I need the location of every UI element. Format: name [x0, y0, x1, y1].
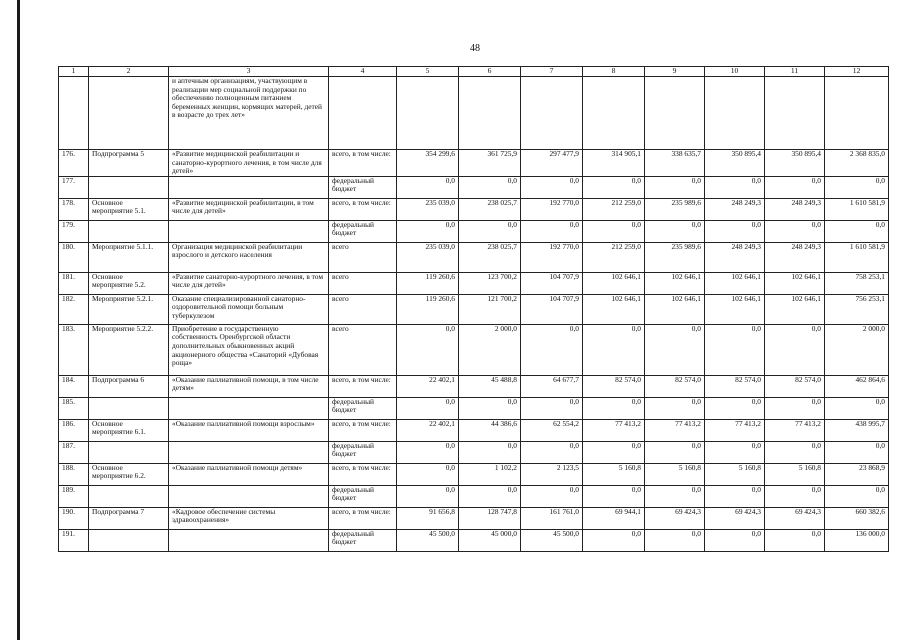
table-row	[59, 485, 889, 507]
row-value: 0,0	[459, 397, 521, 419]
row-value: 0,0	[459, 441, 521, 463]
row-value: 102 646,1	[705, 272, 765, 294]
row-value: 0,0	[705, 397, 765, 419]
continuation-row	[59, 77, 889, 150]
row-value: 235 039,0	[397, 242, 459, 272]
row-total: 0,0	[825, 397, 889, 419]
row-total: 1 610 581,9	[825, 198, 889, 220]
row-name	[169, 397, 329, 419]
row-source: всего, в том числе:	[329, 198, 397, 220]
row-number: 191.	[59, 529, 89, 551]
row-source: федеральный бюджет	[329, 529, 397, 551]
row-name: «Развитие санаторно-курортного лечения, в том числе для детей»	[169, 272, 329, 294]
row-value: 91 656,8	[397, 507, 459, 529]
row-number: 177.	[59, 176, 89, 198]
row-source: всего, в том числе:	[329, 375, 397, 397]
row-value: 350 895,4	[705, 150, 765, 177]
column-header: 5	[397, 67, 459, 77]
row-value: 69 944,1	[583, 507, 645, 529]
row-source: всего	[329, 242, 397, 272]
row-total: 756 253,1	[825, 294, 889, 324]
row-source: федеральный бюджет	[329, 441, 397, 463]
row-type	[89, 485, 169, 507]
row-value: 0,0	[645, 529, 705, 551]
row-value: 82 574,0	[645, 375, 705, 397]
row-value: 0,0	[765, 397, 825, 419]
row-value: 0,0	[645, 176, 705, 198]
row-value: 69 424,3	[645, 507, 705, 529]
row-name	[169, 529, 329, 551]
row-value: 77 413,2	[705, 419, 765, 441]
row-value: 102 646,1	[765, 294, 825, 324]
row-value: 0,0	[397, 441, 459, 463]
row-value: 361 725,9	[459, 150, 521, 177]
row-value: 44 386,6	[459, 419, 521, 441]
row-value: 0,0	[645, 485, 705, 507]
row-value: 248 249,3	[765, 198, 825, 220]
table-row	[59, 242, 889, 272]
row-value: 235 989,6	[645, 198, 705, 220]
row-value: 0,0	[397, 485, 459, 507]
row-number: 187.	[59, 441, 89, 463]
table-row	[59, 397, 889, 419]
row-type: Подпрограмма 5	[89, 150, 169, 177]
column-header: 12	[825, 67, 889, 77]
row-value: 2 000,0	[459, 324, 521, 375]
row-source: всего	[329, 294, 397, 324]
table-row	[59, 529, 889, 551]
row-number: 184.	[59, 375, 89, 397]
row-value: 22 402,1	[397, 375, 459, 397]
row-value: 64 677,7	[521, 375, 583, 397]
row-number: 185.	[59, 397, 89, 419]
row-value: 0,0	[765, 441, 825, 463]
row-source: всего, в том числе:	[329, 507, 397, 529]
row-source: федеральный бюджет	[329, 485, 397, 507]
row-name	[169, 176, 329, 198]
row-value: 121 700,2	[459, 294, 521, 324]
row-value: 0,0	[583, 176, 645, 198]
row-value: 0,0	[583, 324, 645, 375]
table-row	[59, 419, 889, 441]
row-value: 0,0	[583, 485, 645, 507]
row-type	[89, 77, 169, 150]
row-type: Мероприятие 5.1.1.	[89, 242, 169, 272]
row-value: 45 500,0	[397, 529, 459, 551]
row-value: 5 160,8	[645, 463, 705, 485]
row-value: 0,0	[583, 529, 645, 551]
row-name: Оказание специализированной санаторно-оздоровительной помощи больным туберкулезом	[169, 294, 329, 324]
row-type: Основное мероприятие 6.1.	[89, 419, 169, 441]
row-name: Организация медицинской реабилитации взрослого и детского населения	[169, 242, 329, 272]
row-source: федеральный бюджет	[329, 397, 397, 419]
row-value: 0,0	[705, 441, 765, 463]
row-value: 0,0	[645, 397, 705, 419]
row-value: 350 895,4	[765, 150, 825, 177]
row-name	[169, 485, 329, 507]
row-type: Мероприятие 5.2.2.	[89, 324, 169, 375]
row-value: 119 260,6	[397, 272, 459, 294]
row-value: 0,0	[397, 176, 459, 198]
row-value: 248 249,3	[705, 198, 765, 220]
row-value: 0,0	[397, 463, 459, 485]
row-total: 0,0	[825, 485, 889, 507]
row-number: 190.	[59, 507, 89, 529]
row-value: 0,0	[705, 176, 765, 198]
row-value: 338 635,7	[645, 150, 705, 177]
row-value: 2 123,5	[521, 463, 583, 485]
row-name: «Оказание паллиативной помощи, в том числе детям»	[169, 375, 329, 397]
row-value: 102 646,1	[705, 294, 765, 324]
row-value: 0,0	[521, 220, 583, 242]
row-value: 82 574,0	[765, 375, 825, 397]
row-value: 69 424,3	[705, 507, 765, 529]
row-number: 189.	[59, 485, 89, 507]
row-value: 0,0	[397, 397, 459, 419]
row-source: федеральный бюджет	[329, 176, 397, 198]
row-value: 0,0	[705, 220, 765, 242]
row-number: 179.	[59, 220, 89, 242]
row-value: 102 646,1	[583, 294, 645, 324]
table-row	[59, 272, 889, 294]
row-value: 192 770,0	[521, 242, 583, 272]
column-header: 9	[645, 67, 705, 77]
row-value: 5 160,8	[765, 463, 825, 485]
row-source: всего, в том числе:	[329, 463, 397, 485]
row-value: 102 646,1	[583, 272, 645, 294]
table-row	[59, 198, 889, 220]
row-value: 45 000,0	[459, 529, 521, 551]
row-value: 0,0	[765, 485, 825, 507]
column-header: 2	[89, 67, 169, 77]
row-value: 248 249,3	[705, 242, 765, 272]
row-value: 0,0	[765, 529, 825, 551]
row-value: 0,0	[705, 324, 765, 375]
row-type: Основное мероприятие 5.2.	[89, 272, 169, 294]
row-value: 0,0	[645, 441, 705, 463]
row-name: Приобретение в государственную собственность Оренбургской области дополнительных обыкновенных акций акционерного общества «Санаторий «Дубовая роща»	[169, 324, 329, 375]
row-value: 354 299,6	[397, 150, 459, 177]
row-type: Основное мероприятие 6.2.	[89, 463, 169, 485]
row-value: 82 574,0	[583, 375, 645, 397]
column-header: 11	[765, 67, 825, 77]
row-name: «Развитие медицинской реабилитации и санаторно-курортного лечения, в том числе для детей»	[169, 150, 329, 177]
row-number: 180.	[59, 242, 89, 272]
row-type: Основное мероприятие 5.1.	[89, 198, 169, 220]
row-type	[89, 529, 169, 551]
budget-table	[58, 66, 889, 552]
row-value: 1 102,2	[459, 463, 521, 485]
row-total: 2 000,0	[825, 324, 889, 375]
row-total: 660 382,6	[825, 507, 889, 529]
row-value: 104 707,9	[521, 294, 583, 324]
binder-edge	[17, 0, 20, 640]
row-name: и аптечным организациям, участвующим в реализации мер социальной поддержки по обеспечению полноценным питанием беременных женщин, кормящих матерей, детей в возрасте до трех лет»	[169, 77, 329, 150]
row-name: «Оказание паллиативной помощи взрослым»	[169, 419, 329, 441]
row-value: 104 707,9	[521, 272, 583, 294]
table-row	[59, 463, 889, 485]
row-number: 182.	[59, 294, 89, 324]
column-header: 7	[521, 67, 583, 77]
row-value: 238 025,7	[459, 242, 521, 272]
row-name: «Развитие медицинской реабилитации, в том числе для детей»	[169, 198, 329, 220]
row-value: 77 413,2	[765, 419, 825, 441]
page-number: 48	[470, 43, 480, 54]
row-value: 82 574,0	[705, 375, 765, 397]
row-value: 0,0	[521, 485, 583, 507]
row-value: 235 989,6	[645, 242, 705, 272]
row-name	[169, 441, 329, 463]
row-value: 69 424,3	[765, 507, 825, 529]
column-header: 8	[583, 67, 645, 77]
row-value: 77 413,2	[645, 419, 705, 441]
row-value: 238 025,7	[459, 198, 521, 220]
row-name: «Кадровое обеспечение системы здравоохранения»	[169, 507, 329, 529]
row-total: 462 864,6	[825, 375, 889, 397]
row-value: 45 488,8	[459, 375, 521, 397]
row-number: 183.	[59, 324, 89, 375]
row-value: 0,0	[521, 441, 583, 463]
row-value: 0,0	[521, 397, 583, 419]
row-type	[89, 441, 169, 463]
table-row	[59, 441, 889, 463]
row-number: 188.	[59, 463, 89, 485]
row-value: 212 259,0	[583, 198, 645, 220]
row-value: 0,0	[397, 324, 459, 375]
row-value: 297 477,9	[521, 150, 583, 177]
row-value: 5 160,8	[705, 463, 765, 485]
row-total: 136 000,0	[825, 529, 889, 551]
row-value: 45 500,0	[521, 529, 583, 551]
row-value: 212 259,0	[583, 242, 645, 272]
row-value: 128 747,8	[459, 507, 521, 529]
row-name: «Оказание паллиативной помощи детям»	[169, 463, 329, 485]
row-value: 0,0	[645, 324, 705, 375]
row-type	[89, 397, 169, 419]
row-value: 0,0	[705, 485, 765, 507]
row-value: 0,0	[583, 220, 645, 242]
row-value: 248 249,3	[765, 242, 825, 272]
row-value: 0,0	[583, 397, 645, 419]
row-total: 2 368 835,0	[825, 150, 889, 177]
column-header: 4	[329, 67, 397, 77]
row-total: 0,0	[825, 441, 889, 463]
row-total: 0,0	[825, 220, 889, 242]
row-value: 119 260,6	[397, 294, 459, 324]
row-type	[89, 220, 169, 242]
row-source: всего, в том числе:	[329, 419, 397, 441]
row-value: 77 413,2	[583, 419, 645, 441]
row-total: 1 610 581,9	[825, 242, 889, 272]
table-row	[59, 507, 889, 529]
row-type	[89, 176, 169, 198]
row-value: 102 646,1	[645, 294, 705, 324]
row-value: 123 700,2	[459, 272, 521, 294]
row-value: 102 646,1	[645, 272, 705, 294]
row-value: 0,0	[765, 324, 825, 375]
row-value: 0,0	[583, 441, 645, 463]
table-row	[59, 375, 889, 397]
row-value: 0,0	[521, 324, 583, 375]
table-row	[59, 294, 889, 324]
row-name	[169, 220, 329, 242]
row-value: 0,0	[645, 220, 705, 242]
row-value: 5 160,8	[583, 463, 645, 485]
column-header: 1	[59, 67, 89, 77]
row-value: 0,0	[397, 220, 459, 242]
row-value: 22 402,1	[397, 419, 459, 441]
row-source: всего, в том числе:	[329, 150, 397, 177]
row-value: 0,0	[521, 176, 583, 198]
row-value: 314 905,1	[583, 150, 645, 177]
row-value: 161 761,0	[521, 507, 583, 529]
column-header: 3	[169, 67, 329, 77]
row-source: всего	[329, 324, 397, 375]
row-total: 23 868,9	[825, 463, 889, 485]
table-row	[59, 324, 889, 375]
row-total: 438 995,7	[825, 419, 889, 441]
row-total: 0,0	[825, 176, 889, 198]
column-header: 10	[705, 67, 765, 77]
header-row	[59, 67, 889, 77]
row-value: 192 770,0	[521, 198, 583, 220]
row-value: 0,0	[705, 529, 765, 551]
row-value: 0,0	[765, 220, 825, 242]
row-source: федеральный бюджет	[329, 220, 397, 242]
row-type: Подпрограмма 6	[89, 375, 169, 397]
row-value: 62 554,2	[521, 419, 583, 441]
table-row	[59, 150, 889, 177]
column-header: 6	[459, 67, 521, 77]
row-number: 186.	[59, 419, 89, 441]
row-value: 102 646,1	[765, 272, 825, 294]
table-row	[59, 176, 889, 198]
row-number: 181.	[59, 272, 89, 294]
row-value: 0,0	[459, 220, 521, 242]
row-value: 0,0	[459, 485, 521, 507]
row-value: 0,0	[765, 176, 825, 198]
row-value: 0,0	[459, 176, 521, 198]
row-number: 176.	[59, 150, 89, 177]
row-type: Мероприятие 5.2.1.	[89, 294, 169, 324]
row-value: 235 039,0	[397, 198, 459, 220]
row-type: Подпрограмма 7	[89, 507, 169, 529]
table-row	[59, 220, 889, 242]
row-source: всего	[329, 272, 397, 294]
row-number	[59, 77, 89, 150]
row-total: 758 253,1	[825, 272, 889, 294]
row-number: 178.	[59, 198, 89, 220]
